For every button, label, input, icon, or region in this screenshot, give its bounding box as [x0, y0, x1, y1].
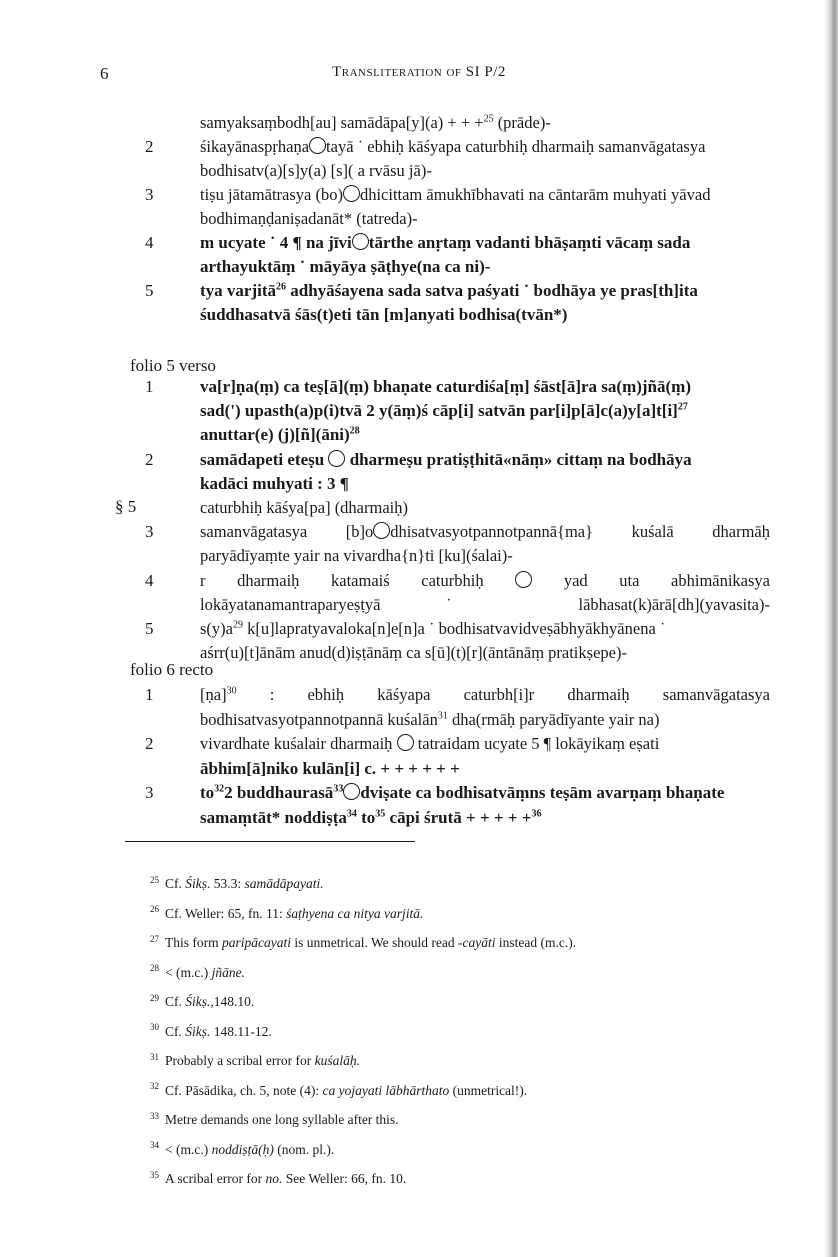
- line-text: dhicittam āmukhībhavati na cāntarām muhyati yāvad: [359, 185, 711, 204]
- footnote: [150, 876, 324, 892]
- text-line: [200, 473, 770, 497]
- footnote-text: (unmetrical!).: [449, 1082, 528, 1098]
- footnote-text: 148.11-12.: [210, 1023, 272, 1039]
- footnote-italic: Śikṣ: [185, 876, 207, 891]
- line-text: va[r]ṇa(ṃ) ca teṣ[ā](ṃ) bhaṇate caturdiśa[ṃ] śāst[ā]ra sa(ṃ)jñā(ṃ): [200, 377, 691, 396]
- lacuna-circle-icon: [328, 450, 345, 467]
- line-text: dha(rmāḥ paryādīyante yair na): [447, 709, 660, 729]
- footnote: [150, 906, 423, 922]
- lacuna-circle-icon: [343, 783, 360, 800]
- line-text: dviṣate: [360, 783, 416, 802]
- footnote: [150, 935, 576, 951]
- footnote-ref: 29: [232, 619, 243, 631]
- line-text: sad(') upasth(a)p(i)tvā 2 y(āṃ)ś cāp[i] satvān par[i]p[ā]c(a)y[a]t[i]: [200, 401, 678, 421]
- text-line: [200, 497, 770, 521]
- text-line: [200, 424, 770, 448]
- footnote-italic: -cayāti: [458, 935, 496, 950]
- line-text: tayā ˙ ebhiḥ kāśyapa caturbhiḥ dharmaiḥ samanvāgatasya: [326, 137, 706, 156]
- line-text: : ebhiḥ kāśyapa caturbh[i]r dharmaiḥ samanvāgatasya: [236, 685, 770, 704]
- text-line: [145, 521, 770, 545]
- line-number: 2: [145, 137, 154, 156]
- page-number: 6: [100, 64, 109, 83]
- footnote: [150, 1171, 406, 1187]
- footnote-italic: śaṭhyena ca nitya varjitā.: [286, 905, 424, 921]
- footnote: [150, 1112, 399, 1128]
- line-text: aśrr(u)[t]ānām anud(d)iṣṭānāṃ ca s[ū](t)[r](āntānāṃ pratikṣepe)-: [200, 643, 627, 663]
- text-line: [145, 184, 770, 208]
- line-number: 3: [145, 185, 154, 204]
- footnote-ref: 30: [226, 685, 237, 697]
- folio-6-recto-label: folio 6 recto: [130, 660, 214, 679]
- footnote-text: Probably a scribal error for: [165, 1053, 315, 1068]
- text-line: [200, 304, 770, 328]
- text-line: [145, 684, 770, 709]
- line-text: m ucyate ˙ 4 ¶ na jīvi: [200, 233, 352, 252]
- footnote-italic: kuśalāḥ.: [314, 1053, 360, 1068]
- footnote: [150, 994, 254, 1010]
- text-line: [200, 642, 770, 666]
- footnote-ref: 32: [214, 783, 225, 795]
- footnote-text: < (m.c.): [165, 964, 212, 980]
- footnote: [150, 1142, 334, 1158]
- line-text: cāpi śrutā + + + + +: [385, 807, 532, 827]
- footnote-rule: [125, 841, 415, 842]
- footnote-text: See Weller: 66, fn. 10.: [282, 1171, 407, 1186]
- line-text: dhisatvasyotpannotpannā{ma} kuśalā dharmāḥ: [390, 522, 770, 542]
- folio-5-text-block: [145, 376, 771, 666]
- line-text: (prāde)-: [493, 113, 551, 132]
- line-number: 3: [145, 522, 154, 542]
- line-text: ca bodhisatvāṃns teṣām avarṇaṃ bhaṇate: [415, 783, 725, 802]
- line-text: s(y)a: [200, 618, 233, 638]
- line-text: paryādīyaṃte yair na vivardha{n}ti [ku](śalai)-: [200, 546, 513, 566]
- text-line: [145, 782, 770, 807]
- line-text: tārthe anṛtaṃ vadanti bhāṣaṃti vācaṃ sada: [368, 233, 691, 252]
- footnote-ref: 29: [150, 992, 159, 1003]
- footnote-text: This form: [165, 935, 222, 950]
- text-line: [200, 400, 770, 424]
- text-line: [145, 280, 770, 304]
- line-number: 4: [145, 570, 154, 590]
- footnote-ref: 26: [150, 904, 159, 914]
- footnote-text: < (m.c.): [165, 1141, 212, 1157]
- footnote-ref: 31: [437, 710, 448, 721]
- line-text: tya varjitā: [200, 281, 277, 300]
- footnote-ref: 36: [531, 807, 542, 819]
- line-text: [ṇa]: [200, 685, 227, 704]
- footnote-ref: 33: [333, 783, 344, 795]
- text-line: [145, 376, 770, 400]
- text-line: [200, 112, 770, 136]
- footnote-ref: 30: [150, 1022, 159, 1032]
- section-marker: § 5: [115, 497, 137, 516]
- text-line: [145, 733, 770, 758]
- line-text: yad uta abhimānikasya: [532, 570, 771, 590]
- line-number: 4: [145, 233, 154, 252]
- line-text: to: [200, 783, 215, 802]
- line-number: 1: [145, 377, 154, 396]
- text-line: [200, 709, 770, 734]
- footnote-text: ,148.10.: [210, 994, 255, 1009]
- footnote-ref: 33: [150, 1110, 159, 1121]
- footnote-ref: 28: [150, 963, 159, 973]
- footnote-text: Cf. Pāsādika, ch. 5, note (4):: [165, 1082, 323, 1098]
- footnote-ref: 35: [150, 1169, 159, 1180]
- footnote-italic: Śikṣ.: [185, 994, 211, 1009]
- line-text: 2 buddhaurasā: [224, 783, 334, 802]
- line-text: bodhisatv(a)[s]y(a) [s]( a rvāsu jā)-: [200, 161, 432, 180]
- text-line: [145, 136, 770, 160]
- folio-5-verso-label: folio 5 verso: [130, 356, 216, 375]
- text-line: [145, 232, 770, 256]
- footnote-text: Cf.: [165, 876, 186, 891]
- line-text: caturbhiḥ kāśya[pa] (dharmaiḥ): [200, 497, 408, 517]
- line-text: adhyāśayena sada satva paśyati ˙ bodhāya ye pras[th]ita: [286, 281, 698, 300]
- footnote-text: . 53.3:: [207, 876, 245, 891]
- footnote-ref: 25: [150, 874, 159, 885]
- text-line: [200, 807, 770, 832]
- footnote-text: Cf.: [165, 1023, 186, 1039]
- text-line: [200, 160, 770, 184]
- footnote: [150, 1083, 527, 1099]
- line-text: kadāci muhyati : 3 ¶: [200, 473, 349, 493]
- line-text: k[u]lapratyavaloka[n]e[n]a ˙ bodhisatvavidveṣābhyākhyānena ˙: [242, 618, 666, 638]
- line-number: 2: [145, 734, 154, 753]
- line-text: anuttar(e) (j)[ñ](āni): [200, 425, 350, 445]
- text-line: [145, 570, 771, 594]
- line-text: samanvāgatasya [b]o: [200, 522, 374, 542]
- line-text: arthayuktāṃ ˙ māyāya ṣāṭhye(na ca ni)-: [200, 257, 491, 276]
- line-text: śuddhasatvā śās(t)eti tān [m]anyati bodhisa(tvān*): [200, 305, 568, 324]
- text-line: [200, 594, 770, 618]
- footnote-ref: 34: [150, 1140, 159, 1150]
- line-text: samādapeti eteṣu: [200, 449, 329, 469]
- footnote-text: Metre demands one long syllable after this.: [165, 1112, 399, 1127]
- footnote-italic: no.: [265, 1171, 283, 1186]
- page-edge: [824, 0, 838, 1257]
- text-line: [200, 208, 770, 232]
- footnote-ref: 34: [346, 807, 357, 819]
- line-text: vivardhate kuśalair dharmaiḥ: [200, 734, 397, 753]
- footnote-text: A scribal error for: [165, 1171, 266, 1186]
- line-text: samaṃtāt* noddiṣṭa: [200, 807, 347, 827]
- footnote-italic: noddiṣṭā(ḥ): [211, 1141, 274, 1157]
- line-text: dharmeṣu pratiṣṭhitā«nāṃ» cittaṃ na bodhāya: [345, 449, 692, 469]
- footnote-italic: jñāne.: [211, 964, 245, 980]
- footnote-italic: samādāpayati.: [244, 876, 324, 891]
- footnote-italic: paripācayati: [222, 935, 291, 950]
- line-text: bodhisatvasyotpannotpannā kuśalān: [200, 709, 438, 729]
- footnote-text: (nom. pl.).: [273, 1141, 335, 1157]
- text-line: [200, 256, 770, 280]
- lacuna-circle-icon: [352, 233, 369, 250]
- footnote-italic: ca yojayati lābhārthato: [322, 1082, 450, 1098]
- footnote-ref: 32: [150, 1081, 159, 1091]
- footnote: [150, 1024, 272, 1040]
- line-number: 1: [145, 685, 154, 704]
- text-line: [145, 449, 770, 473]
- footnote-ref: 27: [150, 933, 159, 944]
- footnote-ref: 26: [276, 281, 287, 293]
- footnote-ref: 31: [150, 1051, 159, 1062]
- line-number: 5: [145, 618, 154, 638]
- line-text: tatraidam ucyate 5 ¶ lokāyikaṃ eṣati: [413, 734, 660, 753]
- recto-text-block: [145, 112, 770, 328]
- footnote-italic: Śikṣ.: [185, 1023, 211, 1039]
- lacuna-circle-icon: [397, 734, 414, 751]
- footnote-text: instead (m.c.).: [495, 935, 577, 950]
- footnote: [150, 965, 245, 981]
- footnote-ref: 35: [375, 807, 386, 819]
- footnote-ref: 25: [483, 113, 494, 125]
- lacuna-circle-icon: [309, 137, 326, 154]
- line-text: ābhim[ā]niko kulān[i] c. + + + + + +: [200, 758, 460, 778]
- line-text: r dharmaiḥ katamaiś caturbhiḥ: [200, 570, 516, 590]
- line-text: to: [356, 807, 376, 827]
- running-title: Transliteration of SI P/2: [332, 64, 506, 80]
- footnote-text: Cf.: [165, 994, 186, 1009]
- line-text: tiṣu jātamātrasya (bo): [200, 185, 343, 204]
- text-line: [200, 758, 770, 783]
- footnote-text: Cf. Weller: 65, fn. 11:: [165, 905, 287, 921]
- footnote-ref: 27: [677, 401, 688, 413]
- folio-6-text-block: [145, 684, 770, 831]
- line-text: śikayānaspṛhaṇa: [200, 137, 310, 156]
- lacuna-circle-icon: [515, 571, 532, 588]
- text-line: [145, 618, 770, 642]
- line-number: 2: [145, 449, 154, 469]
- line-text: samyaksaṃbodh[au] samādāpa[y](a) + + +: [200, 113, 484, 132]
- footnote: [150, 1053, 360, 1069]
- footnote-ref: 28: [349, 425, 360, 437]
- line-number: 3: [145, 783, 154, 802]
- line-text: bodhimaṇḍaniṣadanāt* (tatreda)-: [200, 209, 418, 228]
- footnote-text: is unmetrical. We should read: [291, 935, 458, 950]
- line-text: lokāyatanamantraparyeṣṭyā ˙ lābhasat(k)ārā[dh](yavasita)-: [200, 594, 770, 614]
- line-number: 5: [145, 281, 154, 300]
- lacuna-circle-icon: [343, 185, 360, 202]
- lacuna-circle-icon: [373, 522, 390, 539]
- text-line: [200, 545, 770, 569]
